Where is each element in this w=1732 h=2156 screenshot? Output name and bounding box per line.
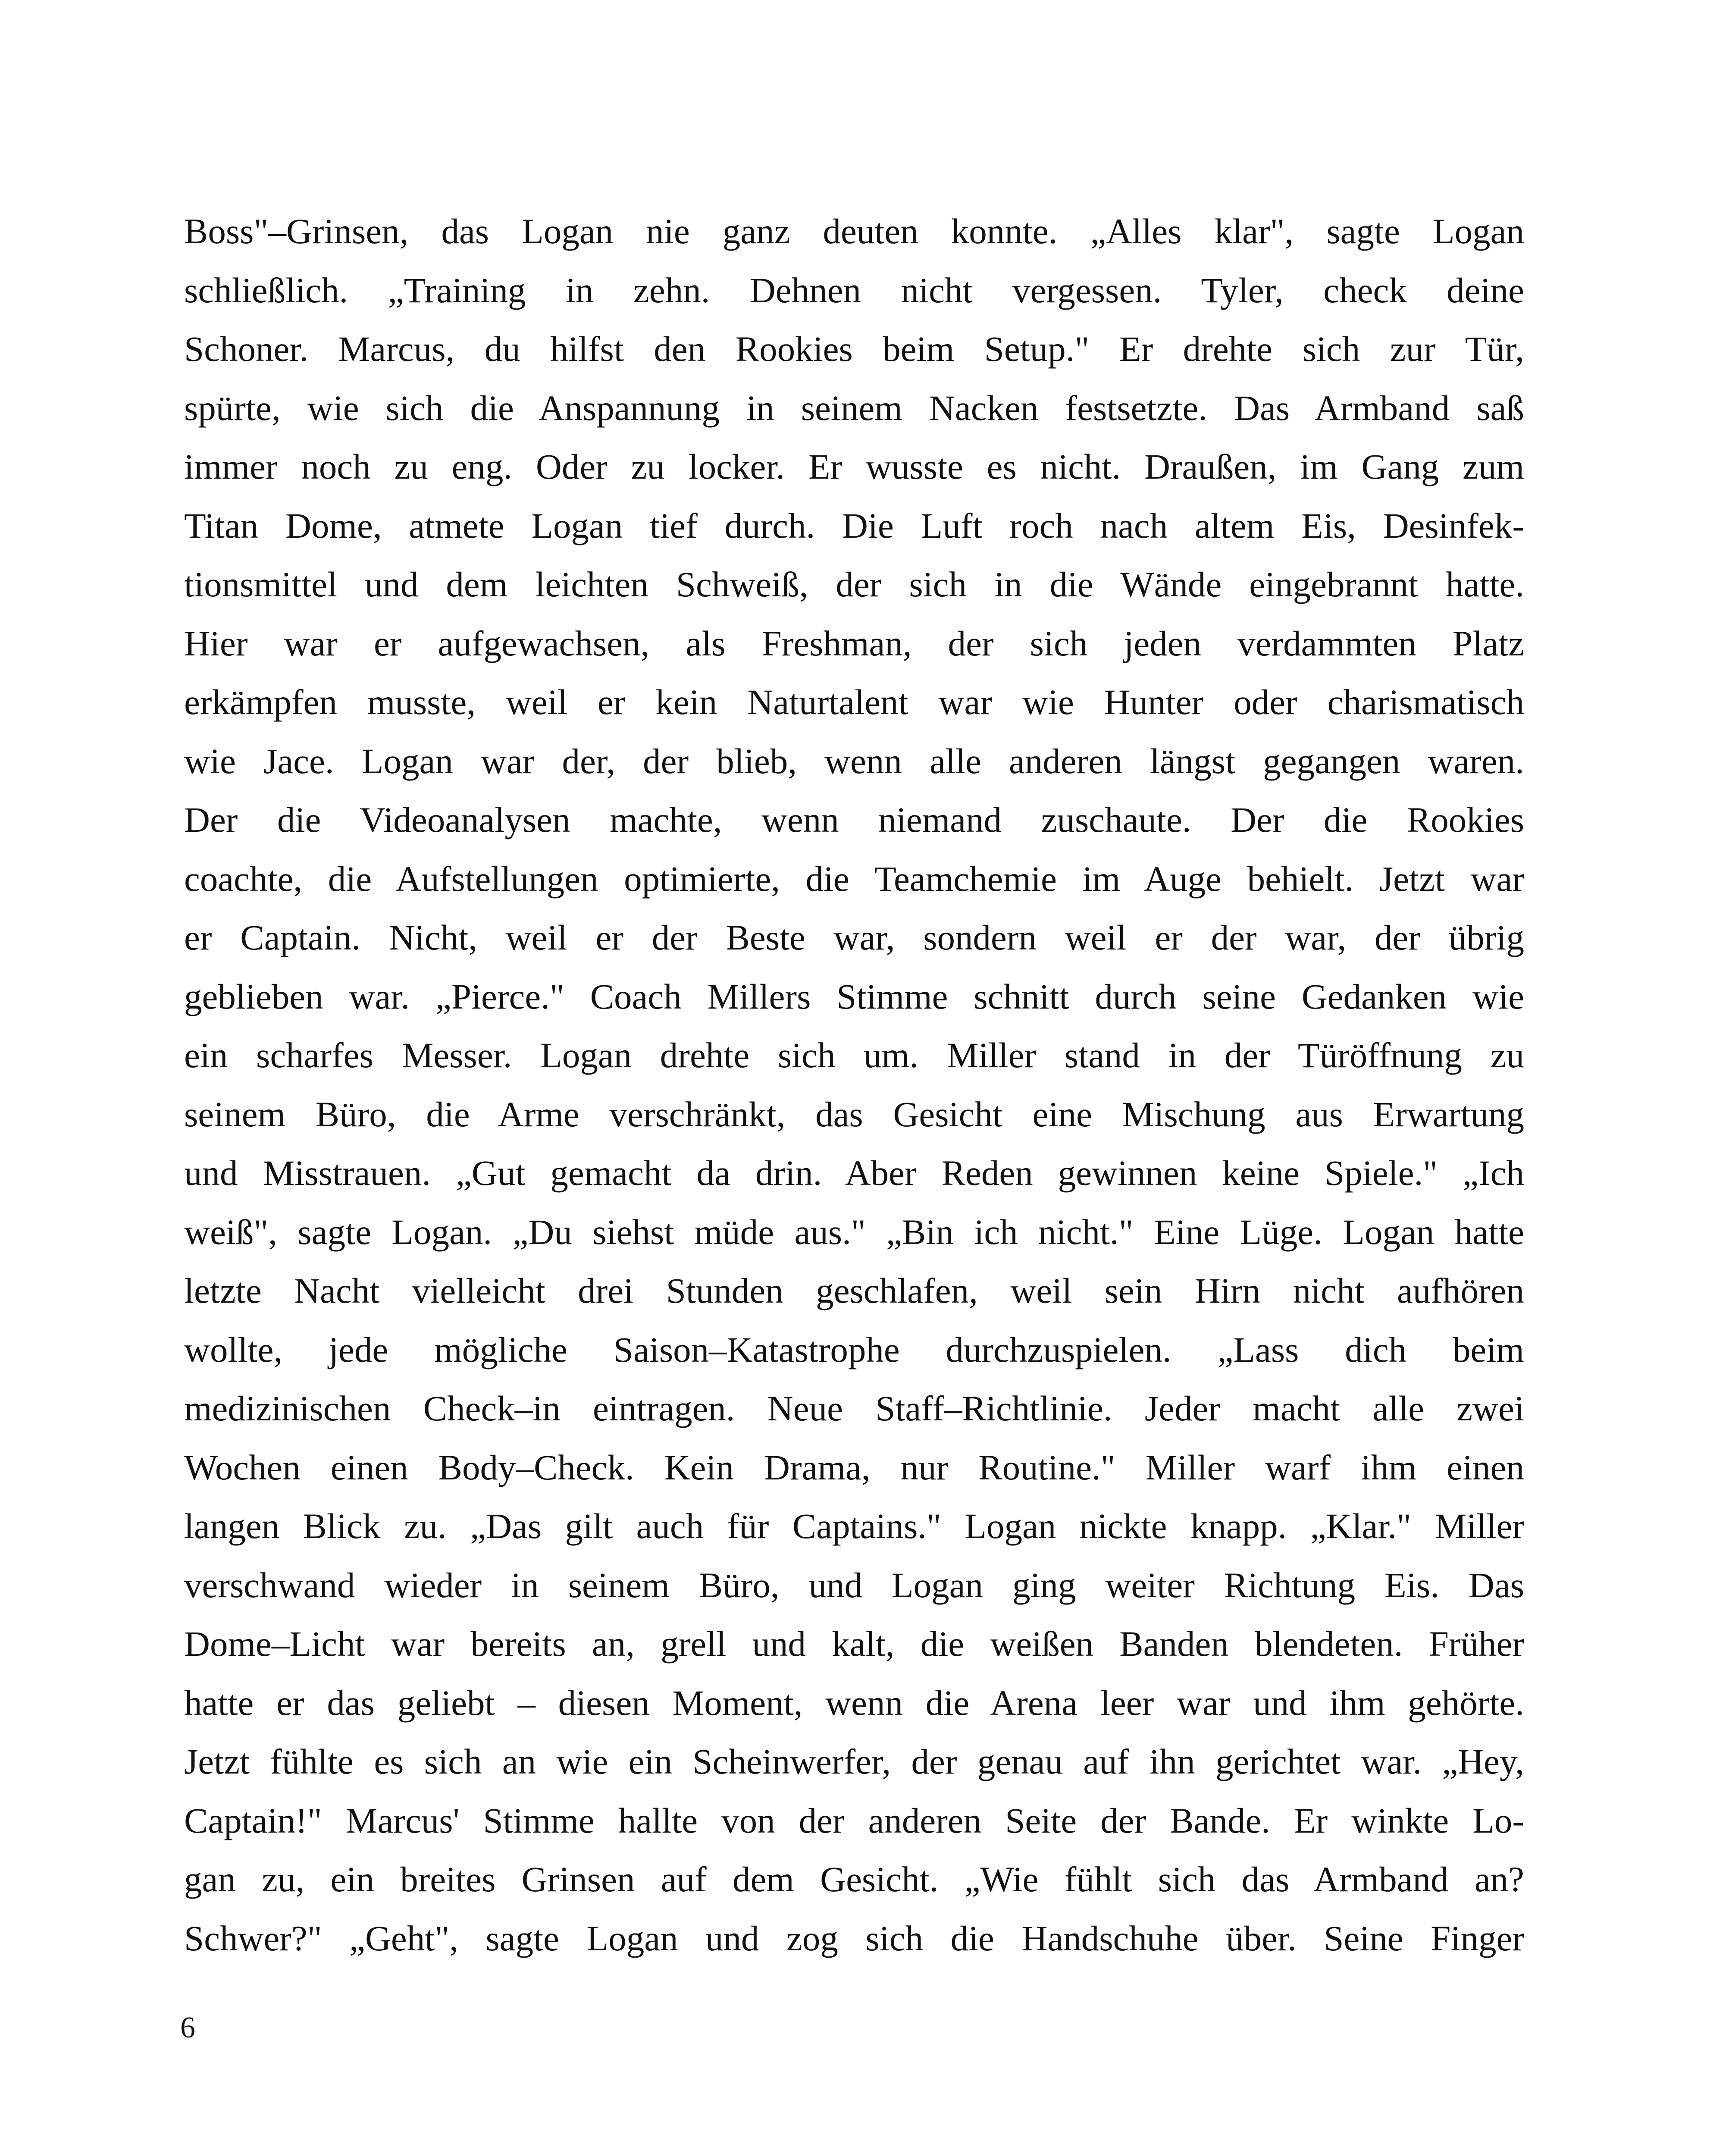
text-line: Schwer?" „Geht", sagte Logan und zog sich die Handschuhe über. Seine Finger (184, 1918, 1524, 1958)
text-line: hatte er das geliebt – diesen Moment, wenn die Arena leer war und ihm gehörte. (184, 1683, 1524, 1723)
text-line: seinem Büro, die Arme verschränkt, das Gesicht eine Mischung aus Erwartung (184, 1094, 1524, 1134)
text-line: coachte, die Aufstellungen optimierte, die Teamchemie im Auge behielt. Jetzt war (184, 859, 1524, 899)
text-line: weiß", sagte Logan. „Du siehst müde aus." „Bin ich nicht." Eine Lüge. Logan hatte (184, 1212, 1524, 1252)
text-line: immer noch zu eng. Oder zu locker. Er wusste es nicht. Draußen, im Gang zum (184, 447, 1524, 486)
text-line: Hier war er aufgewachsen, als Freshman, der sich jeden verdammten Platz (184, 623, 1524, 663)
page-number: 6 (180, 2011, 195, 2044)
text-line: Titan Dome, atmete Logan tief durch. Die Luft roch nach altem Eis, Desinfek- (184, 505, 1524, 545)
text-line: er Captain. Nicht, weil er der Beste war, sondern weil er der war, der übrig (184, 918, 1524, 957)
text-line: spürte, wie sich die Anspannung in seinem Nacken festsetzte. Das Armband saß (184, 388, 1524, 428)
text-line: Captain!" Marcus' Stimme hallte von der anderen Seite der Bande. Er winkte Lo- (184, 1800, 1524, 1840)
text-line: Wochen einen Body–Check. Kein Drama, nur Routine." Miller warf ihm einen (184, 1447, 1524, 1487)
text-line: verschwand wieder in seinem Büro, und Logan ging weiter Richtung Eis. Das (184, 1565, 1524, 1605)
text-line: medizinischen Check–in eintragen. Neue Staff–Richtlinie. Jeder macht alle zwei (184, 1388, 1524, 1428)
text-line: Dome–Licht war bereits an, grell und kalt, die weißen Banden blendeten. Früher (184, 1624, 1524, 1664)
text-line: Jetzt fühlte es sich an wie ein Scheinwerfer, der genau auf ihn gerichtet war. „Hey, (184, 1742, 1524, 1781)
text-line: ein scharfes Messer. Logan drehte sich um. Miller stand in der Türöffnung zu (184, 1035, 1524, 1075)
text-line: letzte Nacht vielleicht drei Stunden geschlafen, weil sein Hirn nicht aufhören (184, 1271, 1524, 1310)
text-line: erkämpfen musste, weil er kein Naturtalent war wie Hunter oder charismatisch (184, 682, 1524, 722)
text-line: wollte, jede mögliche Saison–Katastrophe durchzuspielen. „Lass dich beim (184, 1329, 1524, 1369)
body-text (184, 202, 1524, 1968)
text-line: wie Jace. Logan war der, der blieb, wenn alle anderen längst gegangen waren. (184, 741, 1524, 781)
text-line: gan zu, ein breites Grinsen auf dem Gesicht. „Wie fühlt sich das Armband an? (184, 1859, 1524, 1899)
text-line: Schoner. Marcus, du hilfst den Rookies beim Setup." Er drehte sich zur Tür, (184, 329, 1524, 369)
text-line: Der die Videoanalysen machte, wenn niemand zuschaute. Der die Rookies (184, 800, 1524, 840)
text-line: langen Blick zu. „Das gilt auch für Captains." Logan nickte knapp. „Klar." Miller (184, 1506, 1524, 1546)
text-line: und Misstrauen. „Gut gemacht da drin. Aber Reden gewinnen keine Spiele." „Ich (184, 1153, 1524, 1193)
text-line: geblieben war. „Pierce." Coach Millers Stimme schnitt durch seine Gedanken wie (184, 976, 1524, 1016)
text-line: Boss"–Grinsen, das Logan nie ganz deuten konnte. „Alles klar", sagte Logan (184, 211, 1524, 251)
text-line: schließlich. „Training in zehn. Dehnen nicht vergessen. Tyler, check deine (184, 270, 1524, 310)
text-line: tionsmittel und dem leichten Schweiß, der sich in die Wände eingebrannt hatte. (184, 564, 1524, 604)
